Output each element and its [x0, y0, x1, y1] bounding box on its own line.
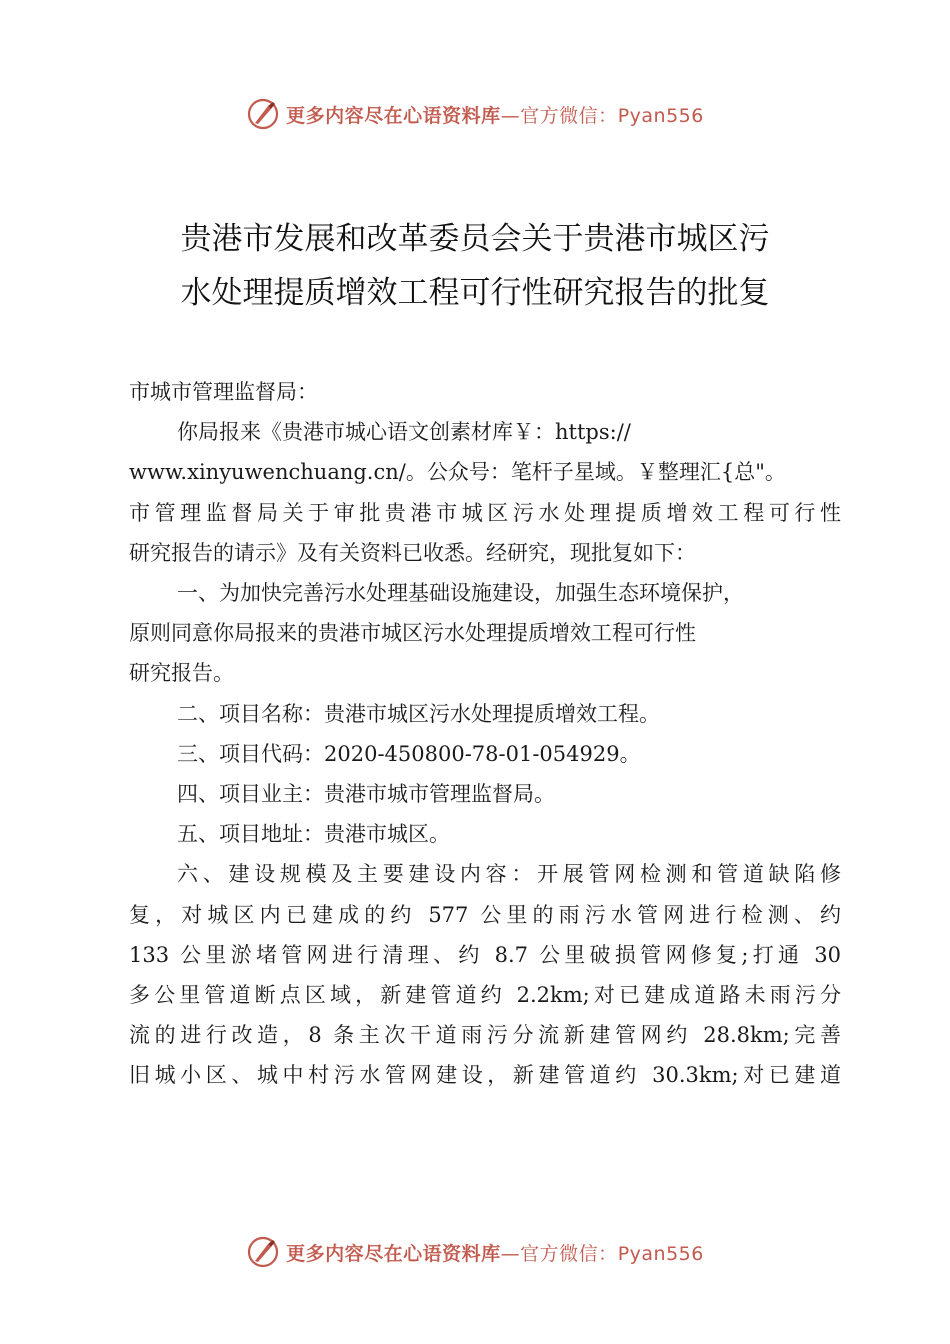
document-body	[129, 372, 841, 1096]
salutation: 市城市管理监督局：	[129, 380, 318, 404]
body-line: 旧城小区、城中村污水管网建设，新建管道约 30.3km;对已建道	[129, 1063, 841, 1088]
quill-logo-icon	[246, 1235, 280, 1269]
watermark-main: 更多内容尽在心语资料库	[286, 104, 501, 127]
title-line-2: 水处理提质增效工程可行性研究报告的批复	[180, 275, 770, 311]
watermark-dash: —	[500, 104, 521, 127]
watermark-account: Pyan556	[617, 104, 704, 127]
item-project-name: 二、项目名称：贵港市城区污水处理提质增效工程。	[177, 701, 660, 726]
body-line: www.xinyuwenchuang.cn/。公众号：笔杆子星域。￥整理汇{总"。	[129, 460, 786, 485]
item-project-owner: 四、项目业主：贵港市城市管理监督局。	[177, 782, 555, 807]
document-title	[0, 212, 950, 320]
watermark-footer	[0, 1232, 950, 1272]
quill-logo-icon	[246, 97, 280, 131]
body-line: 研究报告的请示》及有关资料已收悉。经研究，现批复如下：	[129, 540, 696, 565]
body-line: 一、为加快完善污水处理基础设施建设，加强生态环境保护，	[177, 581, 744, 606]
watermark-main: 更多内容尽在心语资料库	[286, 1242, 501, 1265]
title-line-1: 贵港市发展和改革委员会关于贵港市城区污	[180, 221, 770, 257]
item-project-address: 五、项目地址：贵港市城区。	[177, 822, 450, 847]
watermark-header	[0, 94, 950, 134]
body-line: 133 公里淤堵管网进行清理、约 8.7 公里破损管网修复;打通 30	[129, 942, 841, 967]
item-project-code: 三、项目代码：2020-450800-78-01-054929。	[177, 741, 641, 766]
watermark-text	[286, 1239, 704, 1266]
watermark-sub: 官方微信：	[520, 104, 618, 127]
body-line: 市管理监督局关于审批贵港市城区污水处理提质增效工程可行性	[129, 500, 841, 525]
body-line: 研究报告。	[129, 661, 234, 686]
watermark-sub: 官方微信：	[520, 1242, 618, 1265]
watermark-account: Pyan556	[617, 1242, 704, 1265]
body-line: 六、建设规模及主要建设内容：开展管网检测和管道缺陷修	[177, 862, 841, 887]
body-line: 你局报来《贵港市城心语文创素材库￥：https://	[177, 420, 631, 445]
body-line: 原则同意你局报来的贵港市城区污水处理提质增效工程可行性	[129, 621, 696, 646]
watermark-text	[286, 101, 704, 128]
body-line: 流的进行改造，8 条主次干道雨污分流新建管网约 28.8km;完善	[129, 1023, 841, 1048]
body-line: 多公里管道断点区域，新建管道约 2.2km;对已建成道路未雨污分	[129, 983, 841, 1008]
body-line: 复，对城区内已建成的约 577 公里的雨污水管网进行检测、约	[129, 902, 841, 927]
watermark-dash: —	[500, 1242, 521, 1265]
